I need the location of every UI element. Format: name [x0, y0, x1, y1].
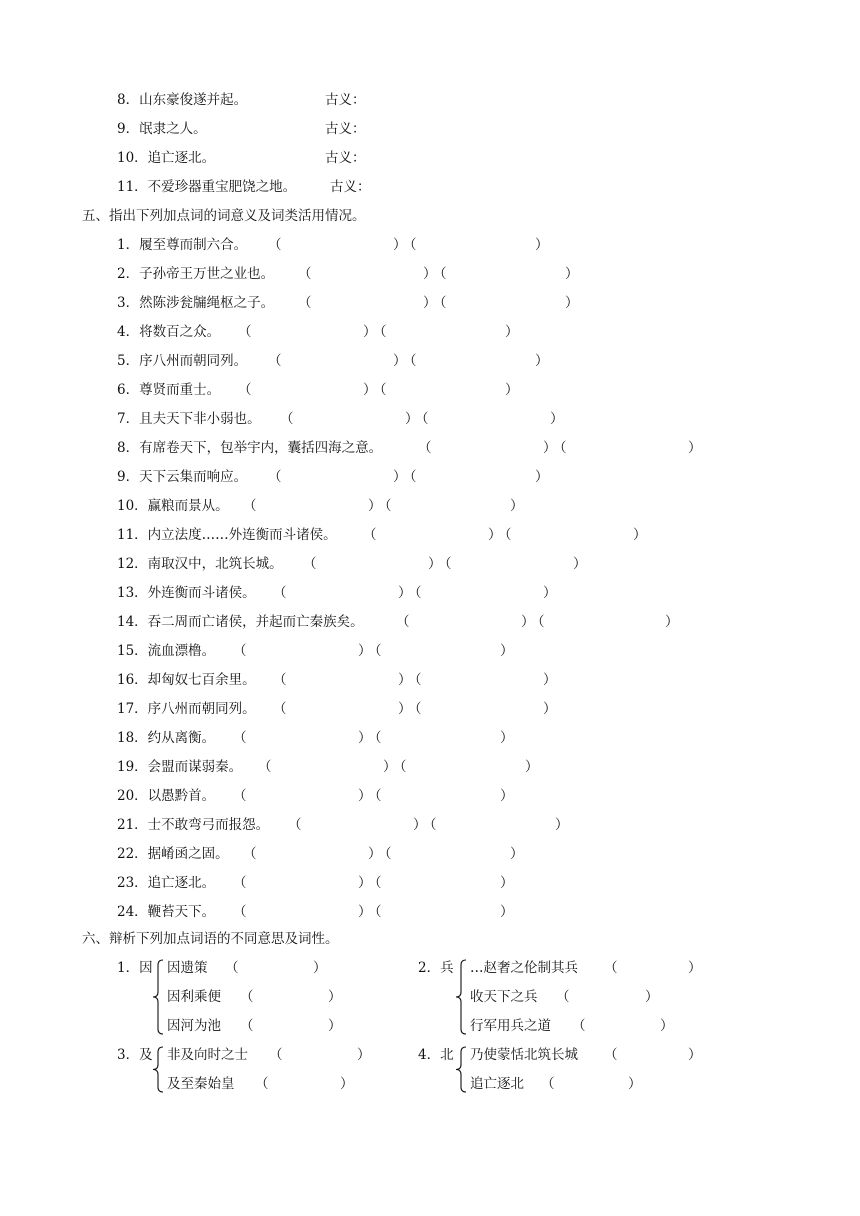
- answer-blank-2-close[interactable]: ）: [543, 585, 557, 601]
- group-item-text: 因遗策: [167, 960, 208, 976]
- answer-blank-2-open[interactable]: （: [368, 788, 382, 804]
- brace-icon: [454, 1046, 468, 1093]
- answer-blank-1-close[interactable]: ）: [363, 324, 377, 340]
- group-item: [470, 1045, 770, 1065]
- answer-blank-2-open[interactable]: （: [415, 411, 429, 427]
- answer-blank-open[interactable]: （: [604, 960, 618, 976]
- answer-blank-1-close[interactable]: ）: [543, 440, 557, 456]
- answer-blank-2-close[interactable]: ）: [543, 672, 557, 688]
- answer-blank-2-close[interactable]: ）: [573, 556, 587, 572]
- answer-blank-1-open[interactable]: （: [233, 730, 247, 746]
- group-item: [470, 958, 770, 978]
- answer-blank-2-close[interactable]: ）: [555, 817, 569, 833]
- answer-blank-2-open[interactable]: （: [403, 237, 417, 253]
- answer-blank-2-close[interactable]: ）: [510, 498, 524, 514]
- section5-item: [117, 641, 837, 661]
- answer-blank-1-open[interactable]: （: [396, 614, 410, 630]
- answer-blank-open[interactable]: （: [240, 989, 254, 1005]
- answer-blank-2-close[interactable]: ）: [688, 440, 702, 456]
- answer-blank-1-close[interactable]: ）: [398, 672, 412, 688]
- answer-blank-1-open[interactable]: （: [273, 701, 287, 717]
- item-text: 17．序八州而朝同列。: [117, 701, 256, 717]
- section5-item: [117, 786, 837, 806]
- item-text: 18．约从离衡。: [117, 730, 216, 746]
- section5-item: [117, 699, 837, 719]
- answer-blank-1-close[interactable]: ）: [413, 817, 427, 833]
- answer-blank-1-close[interactable]: ）: [405, 411, 419, 427]
- answer-blank-1-open[interactable]: （: [238, 324, 252, 340]
- group-item: [167, 1016, 467, 1036]
- answer-blank-1-close[interactable]: ）: [358, 875, 372, 891]
- group-item-text: 非及向时之士: [167, 1047, 248, 1063]
- answer-blank-1-open[interactable]: （: [273, 672, 287, 688]
- answer-blank-2-close[interactable]: ）: [500, 788, 514, 804]
- answer-blank-2-open[interactable]: （: [408, 672, 422, 688]
- answer-blank-2-open[interactable]: （: [393, 759, 407, 775]
- item-text: 2．子孙帝王万世之业也。: [117, 266, 275, 282]
- answer-blank-1-close[interactable]: ）: [393, 353, 407, 369]
- item-text: 12．南取汉中，北筑长城。: [117, 556, 283, 572]
- part4-item: [117, 119, 817, 139]
- section5-item: [117, 235, 837, 255]
- section5-item: [117, 438, 837, 458]
- answer-blank-2-open[interactable]: （: [368, 875, 382, 891]
- item-text: 23．追亡逐北。: [117, 875, 216, 891]
- group-item: [470, 987, 770, 1007]
- group-item-text: 乃使蒙恬北筑长城: [470, 1047, 578, 1063]
- answer-blank-1-open[interactable]: （: [258, 759, 272, 775]
- part4-item: [117, 148, 817, 168]
- group-item-text: 收天下之兵: [470, 989, 538, 1005]
- answer-blank-1-close[interactable]: ）: [521, 614, 535, 630]
- answer-blank-1-open[interactable]: （: [303, 556, 317, 572]
- group-item-text: …赵奢之伦制其兵: [470, 960, 578, 976]
- section5-item: [117, 757, 837, 777]
- group-item: [470, 1074, 770, 1094]
- answer-blank-1-close[interactable]: ）: [423, 266, 437, 282]
- answer-blank-1-close[interactable]: ）: [393, 237, 407, 253]
- section5-item: [117, 873, 837, 893]
- answer-blank-1-open[interactable]: （: [233, 643, 247, 659]
- item-text: 13．外连衡而斗诸侯。: [117, 585, 256, 601]
- item-text: 21．士不敢弯弓而报怨。: [117, 817, 270, 833]
- answer-blank-1-close[interactable]: ）: [393, 469, 407, 485]
- answer-blank-2-open[interactable]: （: [378, 498, 392, 514]
- answer-blank-1-open[interactable]: （: [298, 295, 312, 311]
- answer-blank-2-open[interactable]: （: [368, 730, 382, 746]
- answer-blank-1-close[interactable]: ）: [488, 527, 502, 543]
- answer-blank-close[interactable]: ）: [628, 1076, 642, 1092]
- section5-item: [117, 293, 837, 313]
- item-text: 14．吞二周而亡诸侯，并起而亡秦族矣。: [117, 614, 364, 630]
- answer-blank-close[interactable]: ）: [688, 1047, 702, 1063]
- item-text: 4．将数百之众。: [117, 324, 221, 340]
- answer-blank-2-open[interactable]: （: [373, 324, 387, 340]
- answer-blank-2-close[interactable]: ）: [505, 382, 519, 398]
- answer-blank-2-close[interactable]: ）: [535, 469, 549, 485]
- item-text: 6．尊贤而重士。: [117, 382, 221, 398]
- item-text: 10．追亡逐北。: [117, 150, 216, 166]
- group-item: [167, 987, 467, 1007]
- section5-item: [117, 525, 837, 545]
- answer-blank-2-close[interactable]: ）: [500, 730, 514, 746]
- answer-blank-1-open[interactable]: （: [418, 440, 432, 456]
- answer-blank-2-open[interactable]: （: [553, 440, 567, 456]
- group-item: [167, 1074, 467, 1094]
- part4-item: [117, 90, 817, 110]
- answer-blank-open[interactable]: （: [541, 1076, 555, 1092]
- section5-item: [117, 670, 837, 690]
- answer-blank-1-close[interactable]: ）: [358, 788, 372, 804]
- gu-yi-label: 古义：: [325, 92, 366, 108]
- item-text: 22．据崤函之固。: [117, 846, 229, 862]
- answer-blank-2-open[interactable]: （: [378, 846, 392, 862]
- answer-blank-1-close[interactable]: ）: [428, 556, 442, 572]
- gu-yi-label: 古义：: [330, 179, 371, 195]
- section5-item: [117, 902, 837, 922]
- answer-blank-2-close[interactable]: ）: [525, 759, 539, 775]
- answer-blank-close[interactable]: ）: [328, 1018, 342, 1034]
- answer-blank-2-open[interactable]: （: [498, 527, 512, 543]
- gu-yi-label: 古义：: [325, 121, 366, 137]
- item-text: 11．内立法度……外连衡而斗诸侯。: [117, 527, 337, 543]
- section5-item: [117, 583, 837, 603]
- answer-blank-2-close[interactable]: ）: [500, 643, 514, 659]
- section5-item: [117, 612, 837, 632]
- item-text: 16．却匈奴七百余里。: [117, 672, 256, 688]
- answer-blank-open[interactable]: （: [556, 989, 570, 1005]
- answer-blank-2-close[interactable]: ）: [550, 411, 564, 427]
- answer-blank-2-open[interactable]: （: [433, 295, 447, 311]
- answer-blank-1-open[interactable]: （: [363, 527, 377, 543]
- answer-blank-2-close[interactable]: ）: [510, 846, 524, 862]
- group-item-text: 及至秦始皇: [167, 1076, 235, 1092]
- section5-item: [117, 496, 837, 516]
- answer-blank-2-close[interactable]: ）: [500, 875, 514, 891]
- answer-blank-1-open[interactable]: （: [268, 353, 282, 369]
- answer-blank-2-open[interactable]: （: [403, 469, 417, 485]
- section5-item: [117, 815, 837, 835]
- answer-blank-1-close[interactable]: ）: [358, 904, 372, 920]
- item-text: 10．赢粮而景从。: [117, 498, 229, 514]
- section5-item: [117, 409, 837, 429]
- item-text: 19．会盟而谋弱秦。: [117, 759, 243, 775]
- section5-item: [117, 351, 837, 371]
- answer-blank-1-close[interactable]: ）: [358, 643, 372, 659]
- group-item-text: 行军用兵之道: [470, 1018, 551, 1034]
- group-item-text: 因利乘便: [167, 989, 221, 1005]
- answer-blank-2-open[interactable]: （: [368, 904, 382, 920]
- section5-item: [117, 322, 837, 342]
- group-label: 4．北: [418, 1047, 454, 1063]
- answer-blank-close[interactable]: ）: [340, 1076, 354, 1092]
- answer-blank-1-close[interactable]: ）: [368, 846, 382, 862]
- answer-blank-1-open[interactable]: （: [298, 266, 312, 282]
- answer-blank-2-open[interactable]: （: [373, 382, 387, 398]
- answer-blank-1-open[interactable]: （: [268, 237, 282, 253]
- section5-item: [117, 467, 837, 487]
- section5-item: [117, 728, 837, 748]
- answer-blank-1-open[interactable]: （: [233, 788, 247, 804]
- answer-blank-2-open[interactable]: （: [403, 353, 417, 369]
- answer-blank-2-close[interactable]: ）: [535, 237, 549, 253]
- answer-blank-close[interactable]: ）: [688, 960, 702, 976]
- answer-blank-2-close[interactable]: ）: [633, 527, 647, 543]
- brace-icon: [151, 959, 165, 1035]
- group-item-text: 追亡逐北: [470, 1076, 524, 1092]
- answer-blank-2-close[interactable]: ）: [565, 295, 579, 311]
- answer-blank-1-close[interactable]: ）: [363, 382, 377, 398]
- answer-blank-open[interactable]: （: [240, 1018, 254, 1034]
- item-text: 8．有席卷天下，包举宇内，囊括四海之意。: [117, 440, 383, 456]
- answer-blank-1-open[interactable]: （: [238, 382, 252, 398]
- answer-blank-2-open[interactable]: （: [438, 556, 452, 572]
- section5-item: [117, 380, 837, 400]
- answer-blank-1-close[interactable]: ）: [368, 498, 382, 514]
- item-text: 5．序八州而朝同列。: [117, 353, 248, 369]
- answer-blank-close[interactable]: ）: [328, 989, 342, 1005]
- item-text: 15．流血漂橹。: [117, 643, 216, 659]
- answer-blank-1-close[interactable]: ）: [423, 295, 437, 311]
- item-text: 3．然陈涉瓮牖绳枢之子。: [117, 295, 275, 311]
- answer-blank-open[interactable]: （: [255, 1076, 269, 1092]
- answer-blank-1-close[interactable]: ）: [383, 759, 397, 775]
- answer-blank-2-close[interactable]: ）: [500, 904, 514, 920]
- answer-blank-2-close[interactable]: ）: [565, 266, 579, 282]
- answer-blank-2-close[interactable]: ）: [665, 614, 679, 630]
- section5-item: [117, 554, 837, 574]
- answer-blank-1-close[interactable]: ）: [358, 730, 372, 746]
- group-item: [470, 1016, 770, 1036]
- group-label: 2．兵: [418, 960, 454, 976]
- answer-blank-2-open[interactable]: （: [408, 701, 422, 717]
- section6-title: 六、辩析下列加点词语的不同意思及词性。: [82, 931, 339, 947]
- answer-blank-close[interactable]: ）: [313, 960, 327, 976]
- group-label: 1．因: [117, 960, 153, 976]
- answer-blank-1-open[interactable]: （: [243, 846, 257, 862]
- item-text: 1．履至尊而制六合。: [117, 237, 248, 253]
- answer-blank-2-close[interactable]: ）: [543, 701, 557, 717]
- gu-yi-label: 古义：: [325, 150, 366, 166]
- answer-blank-1-open[interactable]: （: [243, 498, 257, 514]
- part4-item: [117, 177, 817, 197]
- answer-blank-open[interactable]: （: [572, 1018, 586, 1034]
- answer-blank-2-close[interactable]: ）: [505, 324, 519, 340]
- answer-blank-1-close[interactable]: ）: [398, 585, 412, 601]
- item-text: 24．鞭苔天下。: [117, 904, 216, 920]
- answer-blank-2-open[interactable]: （: [408, 585, 422, 601]
- answer-blank-close[interactable]: ）: [645, 989, 659, 1005]
- section5-item: [117, 844, 837, 864]
- item-text: 9．天下云集而响应。: [117, 469, 248, 485]
- answer-blank-1-open[interactable]: （: [233, 875, 247, 891]
- answer-blank-1-open[interactable]: （: [233, 904, 247, 920]
- answer-blank-close[interactable]: ）: [660, 1018, 674, 1034]
- answer-blank-close[interactable]: ）: [357, 1047, 371, 1063]
- answer-blank-1-open[interactable]: （: [268, 469, 282, 485]
- answer-blank-1-close[interactable]: ）: [398, 701, 412, 717]
- item-text: 7．且夫天下非小弱也。: [117, 411, 261, 427]
- item-text: 20．以愚黔首。: [117, 788, 216, 804]
- brace-icon: [454, 959, 468, 1035]
- answer-blank-open[interactable]: （: [225, 960, 239, 976]
- item-text: 11．不爱珍器重宝肥饶之地。: [117, 179, 297, 195]
- answer-blank-1-open[interactable]: （: [280, 411, 294, 427]
- item-text: 8．山东豪俊遂并起。: [117, 92, 248, 108]
- answer-blank-open[interactable]: （: [604, 1047, 618, 1063]
- answer-blank-2-open[interactable]: （: [433, 266, 447, 282]
- answer-blank-open[interactable]: （: [269, 1047, 283, 1063]
- answer-blank-2-open[interactable]: （: [423, 817, 437, 833]
- section5-title: 五、指出下列加点词的词意义及词类活用情况。: [82, 208, 366, 224]
- answer-blank-2-close[interactable]: ）: [535, 353, 549, 369]
- item-text: 9．氓隶之人。: [117, 121, 207, 137]
- answer-blank-2-open[interactable]: （: [531, 614, 545, 630]
- brace-icon: [151, 1046, 165, 1093]
- answer-blank-1-open[interactable]: （: [273, 585, 287, 601]
- answer-blank-2-open[interactable]: （: [368, 643, 382, 659]
- group-label: 3．及: [117, 1047, 153, 1063]
- answer-blank-1-open[interactable]: （: [288, 817, 302, 833]
- group-item-text: 因河为池: [167, 1018, 221, 1034]
- section5-item: [117, 264, 837, 284]
